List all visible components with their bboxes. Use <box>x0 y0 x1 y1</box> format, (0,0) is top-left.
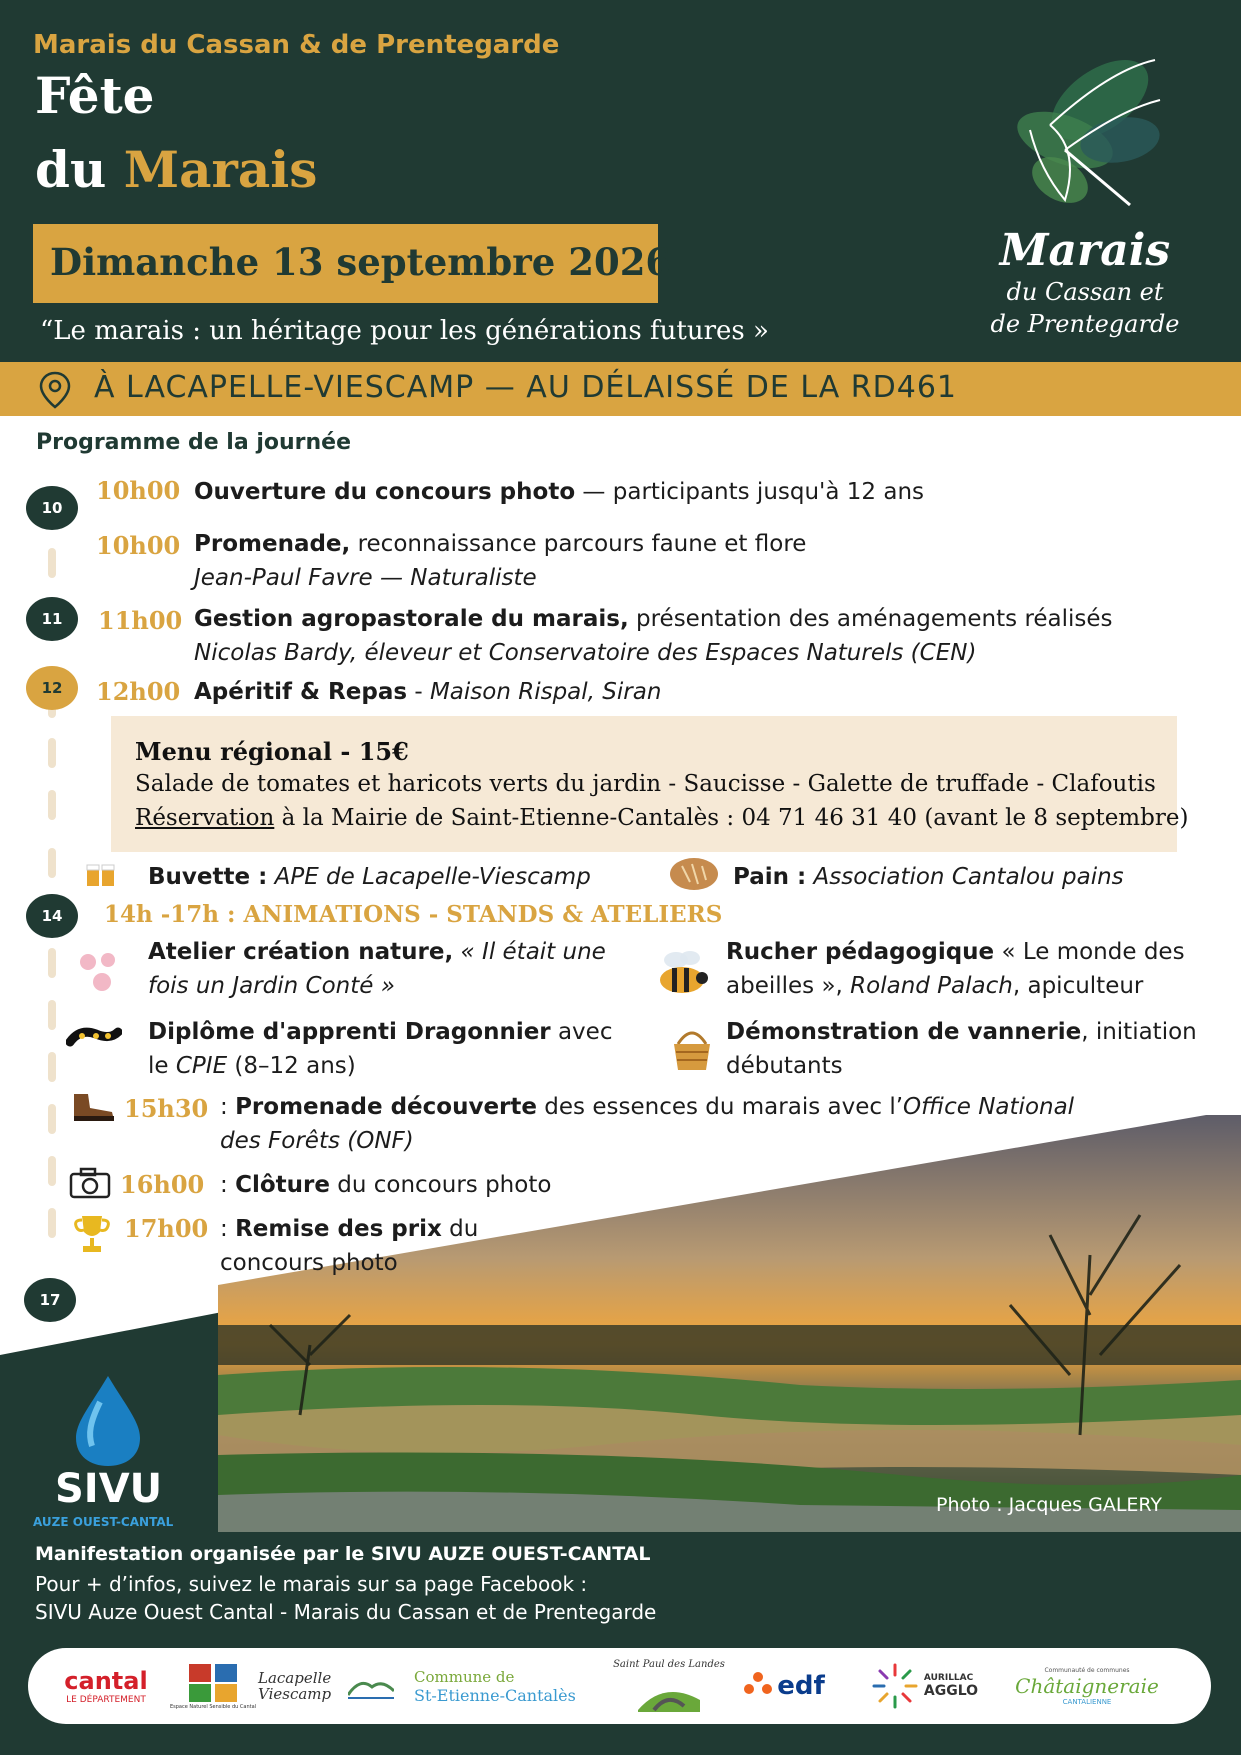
rucher-rest2a: abeilles », <box>726 973 851 999</box>
dragon-rest2b: (8–12 ans) <box>227 1053 356 1079</box>
sivu-logo-sub: AUZE OUEST-CANTAL <box>33 1515 174 1529</box>
bee-icon <box>652 946 712 1002</box>
dragon-bold: Diplôme d'apprenti Dragonnier <box>148 1019 551 1045</box>
partner-ens-logo <box>169 1660 257 1712</box>
afternoon-item1 <box>220 1094 1074 1120</box>
hiking-boot-icon <box>68 1090 118 1124</box>
hour-badge-12: 12 <box>26 666 78 710</box>
menu-line1: Salade de tomates et haricots verts du jardin - Saucisse - Galette de truffade - Clafoutis <box>135 771 1156 797</box>
hour-badge-14: 14 <box>26 894 78 938</box>
afternoon-item2 <box>220 1172 551 1198</box>
partner-lacapelle-logo <box>256 1660 396 1712</box>
a1-italic: Office National <box>903 1094 1075 1120</box>
item4-italic: Maison Rispal, Siran <box>429 679 662 705</box>
nature-italic2: fois un Jardin Conté » <box>148 973 395 999</box>
rucher-rest2b: , apiculteur <box>1012 973 1144 999</box>
vannerie-rest1: , initiation <box>1081 1019 1197 1045</box>
atelier-nature-l2 <box>148 973 395 999</box>
dragonfly-logo <box>970 30 1200 350</box>
item3-sub: Nicolas Bardy, éleveur et Conservatoire des Espaces Naturels (CEN) <box>194 640 977 666</box>
a3-rest: du <box>441 1216 479 1242</box>
rucher-l2 <box>726 973 1143 999</box>
program-item4 <box>194 679 661 705</box>
rucher-rest1: « Le monde des <box>994 939 1185 965</box>
partner-cantal-logo <box>46 1660 166 1712</box>
time-16h00: 16h00 <box>120 1170 205 1199</box>
stpaul-name: Saint Paul des Landes <box>613 1658 725 1670</box>
trophy-icon <box>72 1212 112 1256</box>
event-date: Dimanche 13 septembre 2026 <box>50 240 672 284</box>
a3-bold: Remise des prix <box>235 1216 442 1242</box>
vannerie <box>726 1019 1197 1045</box>
commune-label: Commune de <box>414 1667 515 1686</box>
agglo-name: AGGLO <box>923 1683 979 1699</box>
logo-line1: Marais <box>999 225 1171 276</box>
hour-badge-17: 17 <box>24 1278 76 1322</box>
item4-rest: - <box>407 679 430 705</box>
item2-rest: reconnaissance parcours faune et flore <box>350 531 807 557</box>
timeline-dash <box>48 548 56 578</box>
timeline-dash <box>48 738 56 768</box>
dragon-rest1: avec <box>550 1019 613 1045</box>
nature-italic1: « Il était une <box>453 939 606 965</box>
a2-prefix: : <box>220 1172 236 1198</box>
partner-st-paul-logo <box>613 1652 725 1720</box>
dragonnier-l2 <box>148 1053 356 1079</box>
aurillac-name: AURILLAC <box>923 1673 974 1683</box>
salamander-icon <box>66 1020 122 1056</box>
time-17h00: 17h00 <box>124 1214 209 1243</box>
sivu-logo-text: SIVU <box>55 1466 163 1512</box>
edf-flower-icon <box>743 1671 773 1701</box>
partner-edf-logo <box>734 1660 834 1712</box>
vannerie-bold: Démonstration de vannerie <box>726 1019 1082 1045</box>
cantal-name: cantal <box>64 1667 148 1695</box>
afternoon-item3 <box>220 1216 478 1242</box>
animations-title: 14h -17h : ANIMATIONS - STANDS & ATELIERS <box>104 901 723 928</box>
event-location: À LACAPELLE-VIESCAMP — AU DÉLAISSÉ DE LA RD461 <box>94 370 957 405</box>
pain <box>733 864 1124 890</box>
a1-prefix: : <box>220 1094 236 1120</box>
dragon-italic: CPIE <box>175 1053 228 1079</box>
rucher <box>726 939 1185 965</box>
item4-bold: Apéritif & Repas <box>194 679 408 705</box>
title-line2-accent: Marais <box>123 140 318 199</box>
bread-icon <box>668 856 720 892</box>
chat-name: Châtaigneraie <box>1015 1673 1159 1698</box>
buvette <box>148 864 591 890</box>
afternoon-item1-l2 <box>220 1128 414 1154</box>
buvette-bold: Buvette : <box>148 864 268 890</box>
title-line1: Fête <box>35 66 155 125</box>
reservation-link[interactable]: Réservation <box>135 805 275 831</box>
program-item3 <box>194 606 1113 632</box>
program-item2-sub <box>194 565 537 591</box>
chat-sub: CANTALIENNE <box>1062 1697 1112 1706</box>
item2-bold: Promenade, <box>194 531 351 557</box>
hills-icon <box>348 1673 394 1699</box>
item1-rest: — participants jusqu'à 12 ans <box>575 479 925 505</box>
program-item3-sub <box>194 640 976 666</box>
st-paul-emblem-icon <box>634 1670 704 1714</box>
rucher-italic: Roland Palach <box>850 973 1013 999</box>
commune-name: St-Etienne-Cantalès <box>414 1685 576 1705</box>
timeline-dash <box>48 1000 56 1030</box>
timeline-dash <box>48 948 56 978</box>
time-item3: 11h00 <box>98 606 183 635</box>
cantal-sub: LE DÉPARTEMENT <box>66 1695 146 1705</box>
time-item4: 12h00 <box>96 677 181 706</box>
item3-bold: Gestion agropastorale du marais, <box>194 606 629 632</box>
nature-bold: Atelier création nature, <box>148 939 454 965</box>
basket-icon <box>670 1022 714 1074</box>
a1-bold: Promenade découverte <box>235 1094 537 1120</box>
time-15h30: 15h30 <box>124 1094 209 1123</box>
dragon-rest2a: le <box>148 1053 176 1079</box>
item2-sub: Jean-Paul Favre — Naturaliste <box>194 565 537 591</box>
pain-italic: Association Cantalou pains <box>806 864 1124 890</box>
item1-bold: Ouverture du concours photo <box>194 479 576 505</box>
a2-bold: Clôture <box>235 1172 330 1198</box>
beer-mugs-icon <box>84 860 120 890</box>
a1-line2: des Forêts (ONF) <box>220 1128 414 1154</box>
ens-sub: Espace Naturel Sensible du Cantal <box>169 1704 257 1710</box>
organizer-text: Manifestation organisée par le SIVU AUZE OUEST-CANTAL <box>35 1543 651 1565</box>
menu-line2 <box>135 805 1188 831</box>
time-item1: 10h00 <box>96 476 181 505</box>
timeline-dash <box>48 790 56 820</box>
aurillac-text <box>924 1673 978 1699</box>
flower-icon <box>74 948 124 996</box>
info-line2: SIVU Auze Ouest Cantal - Marais du Cassan et de Prentegarde <box>35 1600 657 1624</box>
item3-rest: présentation des aménagements réalisés <box>628 606 1113 632</box>
partner-aurillac-logo <box>866 1660 984 1712</box>
ens-emblem-icon <box>187 1662 239 1704</box>
program-title: Programme de la journée <box>36 430 352 455</box>
timeline-dash <box>48 1052 56 1082</box>
photo-credit: Photo : Jacques GALERY <box>936 1494 1163 1516</box>
title-line2 <box>35 140 317 199</box>
event-subtitle: Marais du Cassan & de Prentegarde <box>33 30 560 60</box>
vannerie-l2: débutants <box>726 1053 843 1079</box>
partner-chataigneraie-logo <box>1012 1660 1162 1712</box>
a1-rest: des essences du marais avec l’ <box>537 1094 904 1120</box>
lacapelle-name: Lacapelle Viescamp <box>258 1669 332 1703</box>
buvette-italic: APE de Lacapelle-Viescamp <box>267 864 591 890</box>
hour-badge-11: 11 <box>26 597 78 641</box>
dragonnier <box>148 1019 612 1045</box>
menu-title: Menu régional - 15€ <box>135 737 409 766</box>
dragonfly-icon <box>1010 44 1163 212</box>
time-item2: 10h00 <box>96 531 181 560</box>
menu-line2-rest: à la Mairie de Saint-Etienne-Cantalès : 04 71 46 31 40 (avant le 8 septembre) <box>274 805 1189 831</box>
program-item2 <box>194 531 806 557</box>
logo-line2: du Cassan et <box>1006 278 1164 306</box>
event-quote: “Le marais : un héritage pour les générations futures » <box>40 316 769 346</box>
atelier-nature <box>148 939 606 965</box>
title-line2-prefix: du <box>35 140 124 199</box>
a3-prefix: : <box>220 1216 236 1242</box>
camera-icon <box>68 1166 112 1200</box>
location-pin-icon <box>36 370 74 410</box>
info-line1: Pour + d’infos, suivez le marais sur sa page Facebook : <box>35 1572 588 1596</box>
logo-line3: de Prentegarde <box>990 310 1180 338</box>
edf-name: edf <box>777 1671 825 1701</box>
aurillac-sun-icon <box>872 1663 918 1709</box>
afternoon-item3-l2: concours photo <box>220 1250 398 1276</box>
partner-st-etienne-logo <box>414 1660 604 1712</box>
chat-small: Communauté de communes <box>1044 1666 1130 1674</box>
pain-bold: Pain : <box>733 864 807 890</box>
a2-rest: du concours photo <box>329 1172 552 1198</box>
water-drop-icon <box>70 1372 146 1470</box>
hour-badge-10: 10 <box>26 486 78 530</box>
rucher-bold: Rucher pédagogique <box>726 939 995 965</box>
program-item1 <box>194 479 924 505</box>
timeline-dash <box>48 848 56 878</box>
